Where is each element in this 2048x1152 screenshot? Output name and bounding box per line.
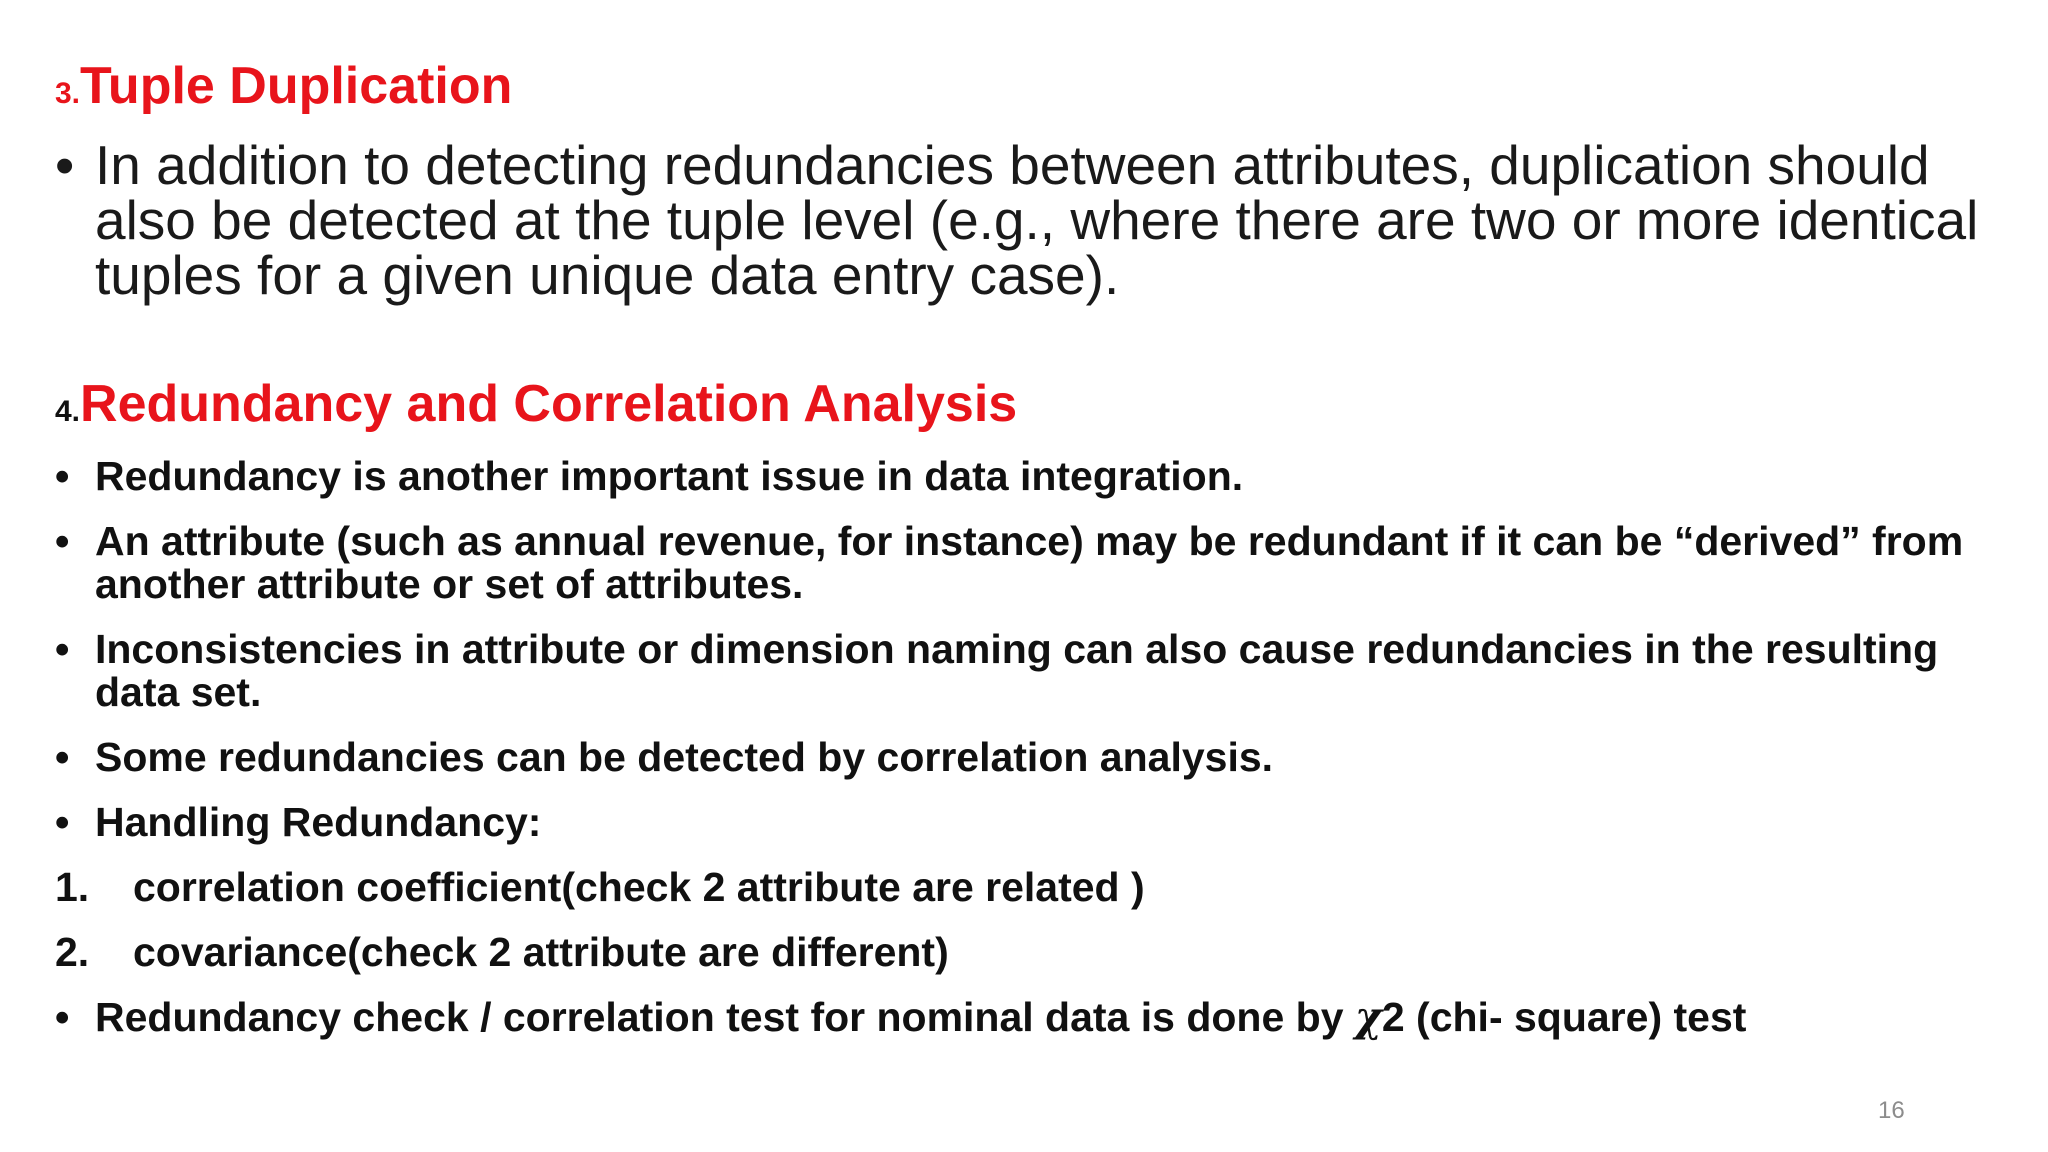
bullet-marker: •: [55, 734, 70, 780]
list-item-text: Redundancy is another important issue in data integration.: [95, 453, 1244, 499]
number-marker: 1.: [55, 864, 90, 910]
section-3-paragraph: [55, 134, 1985, 306]
section-3-number: 3.: [55, 77, 81, 110]
page-number: 16: [1878, 1097, 1905, 1124]
list-item-text: correlation coefficient(check 2 attribute are related ): [133, 864, 1145, 910]
bullet-marker: •: [55, 799, 70, 845]
bullet-marker: •: [55, 626, 70, 672]
numbered-list-item: [55, 931, 1985, 974]
list-item: [55, 801, 1985, 844]
list-item-text: Handling Redundancy:: [95, 799, 542, 845]
chi-symbol: χ: [1354, 993, 1382, 1041]
section-4-list: [55, 455, 1985, 1061]
section-3-heading: [55, 56, 512, 116]
list-item: [55, 520, 1985, 606]
list-item-text-before: Redundancy check / correlation test for nominal data is done by: [95, 994, 1355, 1040]
section-4-heading: [55, 374, 1017, 434]
list-item-text: covariance(check 2 attribute are different): [133, 929, 949, 975]
bullet-marker: •: [55, 453, 70, 499]
section-4-title: Redundancy and Correlation Analysis: [80, 375, 1018, 433]
list-item: [55, 993, 1985, 1041]
list-item-text: Inconsistencies in attribute or dimension naming can also cause redundancies in the resulting data set.: [95, 626, 1939, 715]
bullet-marker: •: [55, 994, 70, 1040]
section-3-title: Tuple Duplication: [80, 57, 513, 115]
list-item: [55, 455, 1985, 498]
bullet-marker: •: [55, 134, 75, 196]
section-3-text: In addition to detecting redundancies between attributes, duplication should also be detected at the tuple level (e.g., where there are two or more identical tuples for a given unique data entry case).: [95, 134, 1979, 306]
list-item-text-after: 2 (chi- square) test: [1381, 994, 1747, 1040]
list-item-text: An attribute (such as annual revenue, for instance) may be redundant if it can be “derived” from another attribute or set of attributes.: [95, 518, 1964, 607]
number-marker: 2.: [55, 929, 90, 975]
section-4-number: 4.: [55, 395, 81, 428]
bullet-marker: •: [55, 518, 70, 564]
numbered-list-item: [55, 866, 1985, 909]
list-item-text: Some redundancies can be detected by correlation analysis.: [95, 734, 1274, 780]
list-item: [55, 628, 1985, 714]
list-item: [55, 736, 1985, 779]
